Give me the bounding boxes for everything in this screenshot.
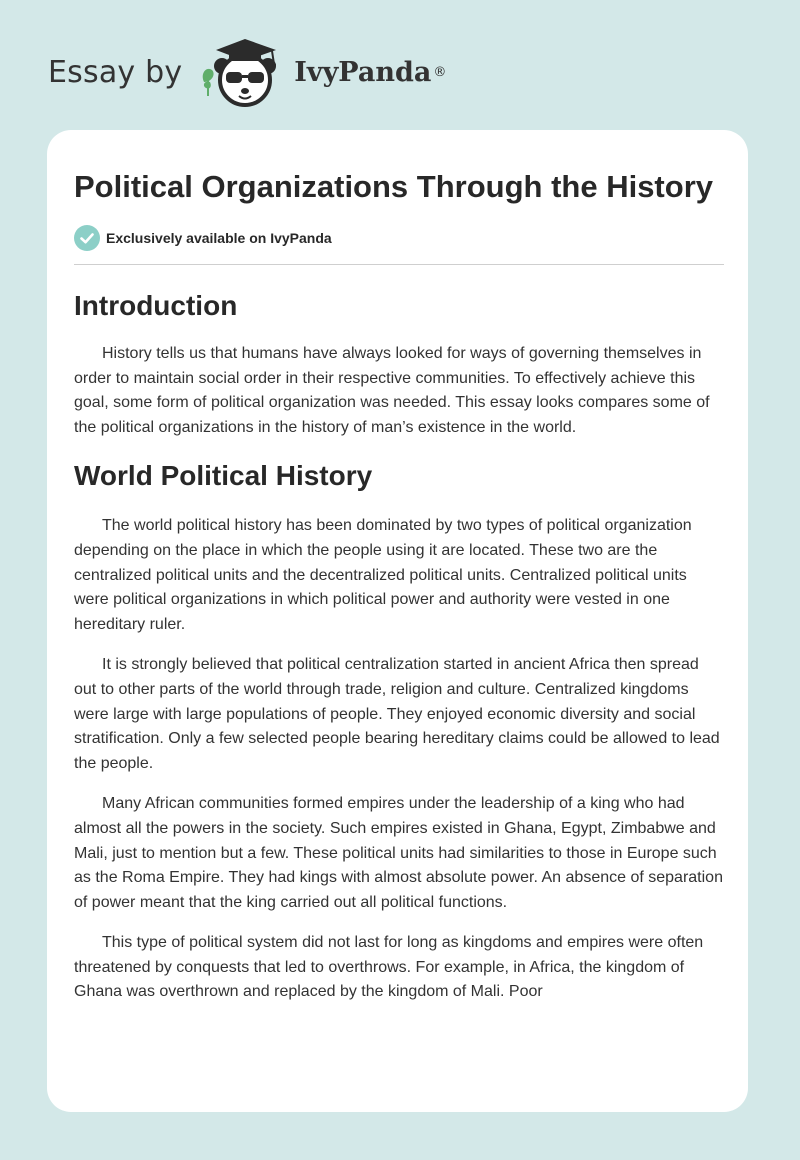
page-title: Political Organizations Through the History (74, 169, 713, 204)
divider (74, 264, 724, 265)
brand-header (48, 36, 446, 108)
exclusive-badge-text: Exclusively available on IvyPanda (106, 230, 332, 246)
check-circle-icon (74, 225, 100, 251)
essay-content (74, 166, 724, 1005)
section-heading-world-political-history: World Political History (74, 460, 373, 492)
paragraph: History tells us that humans have always looked for ways of governing themselves in order to maintain social order in their respective communities. To effectively achieve this goal, some form of political organization was needed. This essay looks compares some of the political organizations in the history of man’s existence in the world. (74, 345, 710, 436)
essay-card (47, 130, 748, 1112)
panda-graduate-icon (198, 36, 290, 108)
brand-name: IvyPanda (294, 56, 432, 88)
paragraph: The world political history has been dominated by two types of political organization depending on the place in which the people using it are located. These two are the centralized political units and the decentralized political units. Centralized political units were political organizations in which political power and authority were vested in one hereditary ruler. (74, 517, 692, 633)
section-heading-introduction: Introduction (74, 290, 238, 321)
paragraph: Many African communities formed empires under the leadership of a king who had almost all the powers in the society. Such empires existed in Ghana, Egypt, Zimbabwe and Mali, just to mention but a few. These political units had similarities to those in Europe such as the Roma Empire. They had kings with almost absolute power. An absence of separation of power meant that the king carried out all political functions. (74, 795, 723, 911)
paragraph: It is strongly believed that political centralization started in ancient Africa then spread out to other parts of the world through trade, religion and culture. Centralized kingdoms were large with large populations of people. They enjoyed economic diversity and social stratification. Only a few selected people bearing hereditary claims could be allowed to lead the people. (74, 656, 720, 772)
exclusive-badge (74, 225, 724, 251)
brand-prefix: Essay by (48, 54, 183, 90)
paragraph: This type of political system did not last for long as kingdoms and empires were often threatened by conquests that led to overthrows. For example, in Africa, the kingdom of Ghana was overthrown and replaced by the kingdom of Mali. Poor (74, 934, 704, 1001)
registered-mark: ® (433, 64, 447, 80)
